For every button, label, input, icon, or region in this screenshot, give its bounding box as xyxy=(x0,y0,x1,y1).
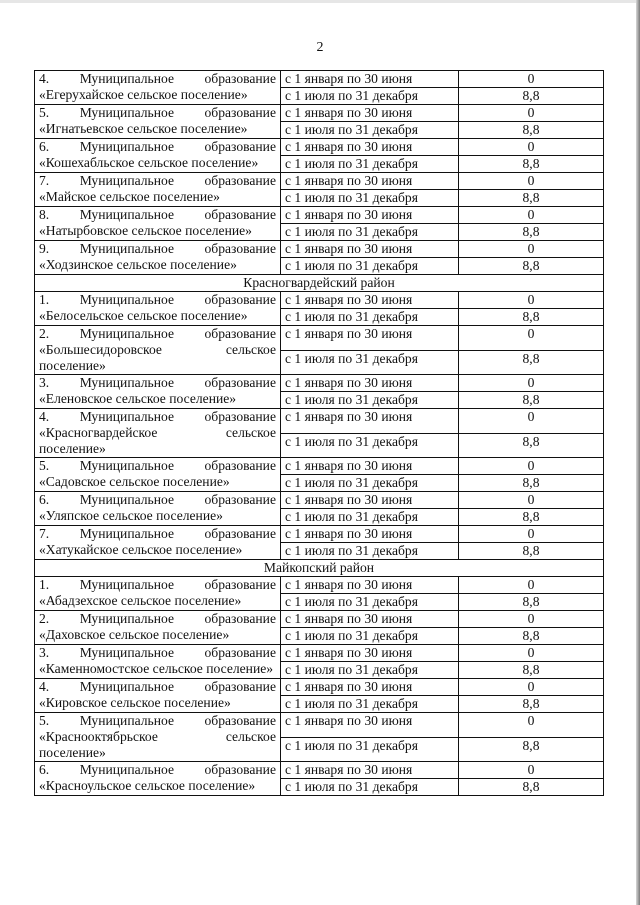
period-cell: с 1 января по 30 июня xyxy=(281,526,459,543)
table-row xyxy=(35,173,604,190)
table-row xyxy=(35,409,604,434)
rate-cell: 0 xyxy=(459,645,604,662)
rate-cell: 8,8 xyxy=(459,696,604,713)
table-row xyxy=(35,713,604,738)
period-cell: с 1 июля по 31 декабря xyxy=(281,258,459,275)
entity-name: 3. Муниципальное образование «Каменномостское сельское поселение» xyxy=(35,645,281,679)
rate-cell: 8,8 xyxy=(459,190,604,207)
entity-name: 6. Муниципальное образование «Уляпское сельское поселение» xyxy=(35,492,281,526)
period-cell: с 1 января по 30 июня xyxy=(281,679,459,696)
rate-cell: 8,8 xyxy=(459,258,604,275)
table-row xyxy=(35,492,604,509)
table-row xyxy=(35,762,604,779)
entity-name: 1. Муниципальное образование «Абадзехское сельское поселение» xyxy=(35,577,281,611)
page-number: 2 xyxy=(316,40,324,55)
rate-cell: 0 xyxy=(459,71,604,88)
rate-cell: 0 xyxy=(459,139,604,156)
entity-name: 4. Муниципальное образование «Егерухайское сельское поселение» xyxy=(35,71,281,105)
rate-cell: 8,8 xyxy=(459,309,604,326)
period-cell: с 1 января по 30 июня xyxy=(281,326,459,351)
rate-cell: 8,8 xyxy=(459,628,604,645)
period-cell: с 1 июля по 31 декабря xyxy=(281,779,459,796)
scan-edge-top xyxy=(0,0,640,3)
period-cell: с 1 июля по 31 декабря xyxy=(281,190,459,207)
rate-cell: 0 xyxy=(459,762,604,779)
entity-name: 4. Муниципальное образование «Красногвардейское сельское поселение» xyxy=(35,409,281,458)
period-cell: с 1 июля по 31 декабря xyxy=(281,309,459,326)
entity-name: 2. Муниципальное образование «Даховское сельское поселение» xyxy=(35,611,281,645)
period-cell: с 1 января по 30 июня xyxy=(281,241,459,258)
rate-cell: 0 xyxy=(459,207,604,224)
table-row xyxy=(35,458,604,475)
rate-cell: 8,8 xyxy=(459,662,604,679)
entity-name: 5. Муниципальное образование «Садовское сельское поселение» xyxy=(35,458,281,492)
period-cell: с 1 июля по 31 декабря xyxy=(281,392,459,409)
scan-edge-right xyxy=(636,0,640,905)
rate-cell: 8,8 xyxy=(459,594,604,611)
period-cell: с 1 января по 30 июня xyxy=(281,292,459,309)
table-row xyxy=(35,645,604,662)
entity-name: 5. Муниципальное образование «Краснооктябрьское сельское поселение» xyxy=(35,713,281,762)
entity-name: 7. Муниципальное образование «Майское сельское поселение» xyxy=(35,173,281,207)
rate-cell: 0 xyxy=(459,458,604,475)
period-cell: с 1 июля по 31 декабря xyxy=(281,509,459,526)
entity-name: 4. Муниципальное образование «Кировское сельское поселение» xyxy=(35,679,281,713)
table-row xyxy=(35,105,604,122)
rate-cell: 0 xyxy=(459,292,604,309)
rate-cell: 0 xyxy=(459,173,604,190)
entity-name: 9. Муниципальное образование «Ходзинское сельское поселение» xyxy=(35,241,281,275)
rate-cell: 8,8 xyxy=(459,475,604,492)
period-cell: с 1 июля по 31 декабря xyxy=(281,122,459,139)
period-cell: с 1 января по 30 июня xyxy=(281,611,459,628)
district-name: Красногвардейский район xyxy=(35,275,604,292)
rate-cell: 8,8 xyxy=(459,779,604,796)
period-cell: с 1 июля по 31 декабря xyxy=(281,628,459,645)
rate-cell: 8,8 xyxy=(459,224,604,241)
rate-cell: 8,8 xyxy=(459,392,604,409)
period-cell: с 1 января по 30 июня xyxy=(281,375,459,392)
rate-cell: 8,8 xyxy=(459,156,604,173)
rate-cell: 0 xyxy=(459,713,604,738)
rate-cell: 0 xyxy=(459,611,604,628)
rate-cell: 8,8 xyxy=(459,88,604,105)
table-row xyxy=(35,207,604,224)
period-cell: с 1 июля по 31 декабря xyxy=(281,594,459,611)
period-cell: с 1 июля по 31 декабря xyxy=(281,156,459,173)
rate-cell: 8,8 xyxy=(459,737,604,762)
district-header-row xyxy=(35,560,604,577)
period-cell: с 1 января по 30 июня xyxy=(281,762,459,779)
period-cell: с 1 июля по 31 декабря xyxy=(281,475,459,492)
rate-cell: 8,8 xyxy=(459,509,604,526)
period-cell: с 1 июля по 31 декабря xyxy=(281,543,459,560)
rate-cell: 0 xyxy=(459,241,604,258)
rate-cell: 0 xyxy=(459,577,604,594)
period-cell: с 1 июля по 31 декабря xyxy=(281,433,459,458)
table-row xyxy=(35,326,604,351)
period-cell: с 1 января по 30 июня xyxy=(281,105,459,122)
period-cell: с 1 июля по 31 декабря xyxy=(281,350,459,375)
period-cell: с 1 января по 30 июня xyxy=(281,173,459,190)
table-row xyxy=(35,241,604,258)
table-row xyxy=(35,526,604,543)
rate-cell: 8,8 xyxy=(459,433,604,458)
entity-name: 5. Муниципальное образование «Игнатьевское сельское поселение» xyxy=(35,105,281,139)
rates-table xyxy=(34,70,604,796)
entity-name: 6. Муниципальное образование «Красноульское сельское поселение» xyxy=(35,762,281,796)
rate-cell: 8,8 xyxy=(459,543,604,560)
table-row xyxy=(35,71,604,88)
entity-name: 7. Муниципальное образование «Хатукайское сельское поселение» xyxy=(35,526,281,560)
entity-name: 6. Муниципальное образование «Кошехабльское сельское поселение» xyxy=(35,139,281,173)
rate-cell: 8,8 xyxy=(459,122,604,139)
entity-name: 3. Муниципальное образование «Еленовское сельское поселение» xyxy=(35,375,281,409)
entity-name: 1. Муниципальное образование «Белосельское сельское поселение» xyxy=(35,292,281,326)
period-cell: с 1 января по 30 июня xyxy=(281,713,459,738)
rate-cell: 0 xyxy=(459,105,604,122)
period-cell: с 1 января по 30 июня xyxy=(281,71,459,88)
rate-cell: 8,8 xyxy=(459,350,604,375)
period-cell: с 1 января по 30 июня xyxy=(281,577,459,594)
rates-table-body xyxy=(35,71,604,796)
rate-cell: 0 xyxy=(459,409,604,434)
rate-cell: 0 xyxy=(459,679,604,696)
period-cell: с 1 июля по 31 декабря xyxy=(281,696,459,713)
table-row xyxy=(35,292,604,309)
table-row xyxy=(35,375,604,392)
table-row xyxy=(35,139,604,156)
period-cell: с 1 июля по 31 декабря xyxy=(281,88,459,105)
period-cell: с 1 июля по 31 декабря xyxy=(281,737,459,762)
rate-cell: 0 xyxy=(459,375,604,392)
period-cell: с 1 января по 30 июня xyxy=(281,409,459,434)
rate-cell: 0 xyxy=(459,526,604,543)
period-cell: с 1 января по 30 июня xyxy=(281,492,459,509)
rate-cell: 0 xyxy=(459,326,604,351)
district-name: Майкопский район xyxy=(35,560,604,577)
period-cell: с 1 июля по 31 декабря xyxy=(281,662,459,679)
entity-name: 8. Муниципальное образование «Натырбовское сельское поселение» xyxy=(35,207,281,241)
period-cell: с 1 января по 30 июня xyxy=(281,458,459,475)
period-cell: с 1 января по 30 июня xyxy=(281,645,459,662)
table-row xyxy=(35,679,604,696)
table-row xyxy=(35,577,604,594)
period-cell: с 1 января по 30 июня xyxy=(281,207,459,224)
period-cell: с 1 июля по 31 декабря xyxy=(281,224,459,241)
entity-name: 2. Муниципальное образование «Большесидоровское сельское поселение» xyxy=(35,326,281,375)
table-row xyxy=(35,611,604,628)
period-cell: с 1 января по 30 июня xyxy=(281,139,459,156)
district-header-row xyxy=(35,275,604,292)
rate-cell: 0 xyxy=(459,492,604,509)
